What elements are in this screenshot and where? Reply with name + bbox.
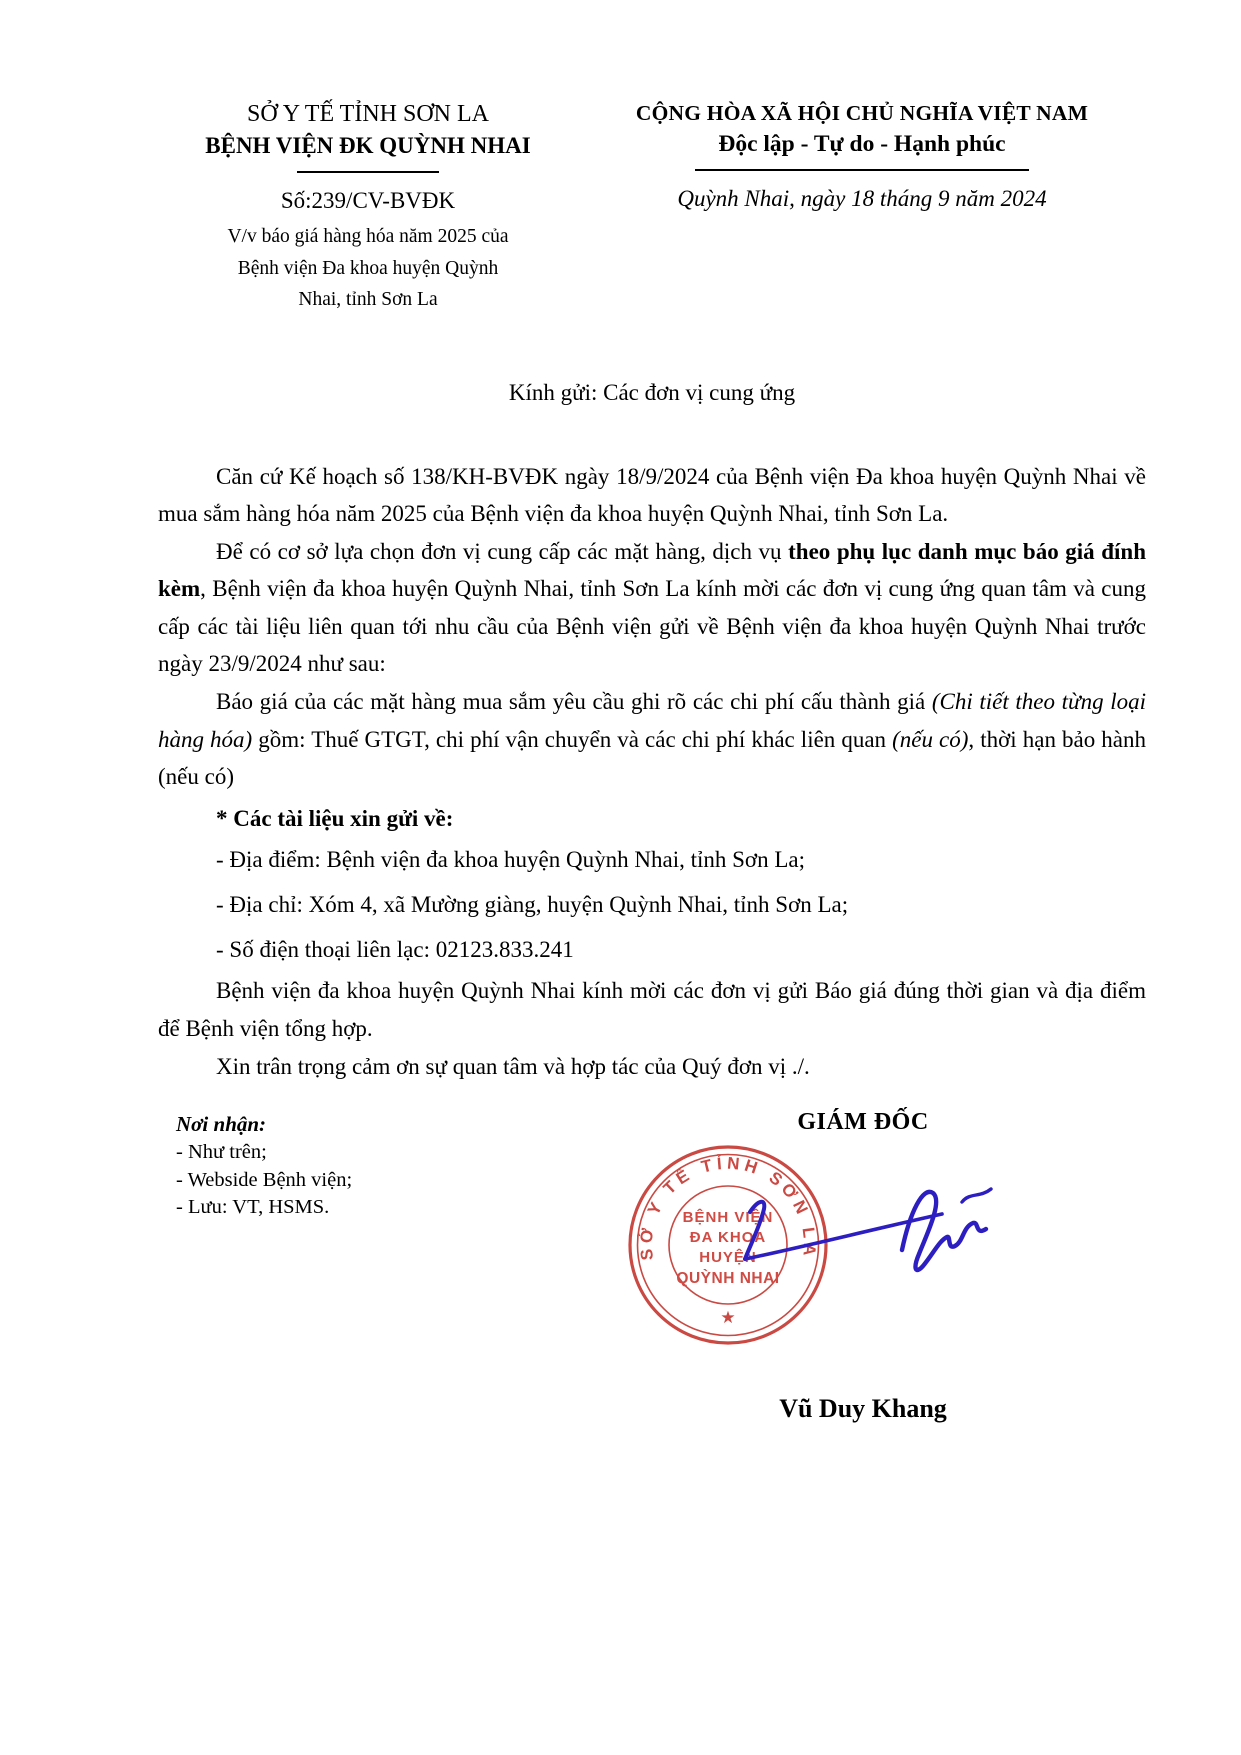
recipient-item: - Như trên; bbox=[176, 1141, 267, 1164]
letter-footer bbox=[158, 1109, 1146, 1424]
national-motto: Độc lập - Tự do - Hạnh phúc bbox=[718, 131, 1006, 157]
place-and-date: Quỳnh Nhai, ngày 18 tháng 9 năm 2024 bbox=[677, 186, 1047, 211]
letter-body bbox=[158, 458, 1146, 1086]
recipient-item: - Webside Bệnh viện; bbox=[176, 1168, 353, 1191]
seal-star-icon: ★ bbox=[720, 1308, 736, 1329]
send-to-heading: * Các tài liệu xin gửi về: bbox=[216, 805, 454, 831]
text-run: Báo giá của các mặt hàng mua sắm yêu cầu ghi rõ các chi phí cấu thành giá bbox=[216, 689, 932, 715]
parent-org: SỞ Y TẾ TỈNH SƠN LA bbox=[246, 101, 489, 127]
org-name: BỆNH VIỆN ĐK QUỲNH NHAI bbox=[205, 133, 531, 158]
text-run: Để có cơ sở lựa chọn đơn vị cung cấp các mặt hàng, dịch vụ bbox=[216, 538, 789, 564]
paragraph-invitation bbox=[158, 533, 1146, 683]
svg-text:ĐA KHOA: ĐA KHOA bbox=[689, 1229, 767, 1247]
text-run: (Chi tiết theo từng loại hàng hóa) bbox=[158, 689, 1146, 752]
text-run: theo phụ lục danh mục báo giá đính kèm bbox=[158, 538, 1146, 602]
send-item-phone: - Số điện thoại liên lạc: 02123.833.241 bbox=[216, 937, 574, 963]
text-run: , Bệnh viện đa khoa huyện Quỳnh Nhai, tỉnh Sơn La kính mời các đơn vị cung ứng quan tâm và cung cấp các tài liệu liên quan tới nhu cầu của Bệnh viện gửi về Bệnh viện đa khoa huyện Quỳnh Nhai trước ngày 23/9/2024 như sau: bbox=[158, 576, 1146, 677]
letter-header bbox=[158, 98, 1146, 316]
signer-title: GIÁM ĐỐC bbox=[797, 1109, 929, 1136]
subject-line: Bệnh viện Đa khoa huyện Quỳnh bbox=[237, 257, 499, 279]
paragraph-deadline-note bbox=[158, 972, 1146, 1047]
country-title: CỘNG HÒA XÃ HỘI CHỦ NGHĨA VIỆT NAM bbox=[635, 101, 1089, 125]
text-run: , thời hạn bảo hành (nếu có) bbox=[158, 726, 1146, 790]
paragraph-thanks bbox=[158, 1048, 1146, 1086]
paragraph-quote-requirements bbox=[158, 683, 1146, 796]
text-run: gồm: Thuế GTGT, chi phí vận chuyển và các chi phí khác liên quan bbox=[252, 726, 893, 752]
subject-line: Nhai, tỉnh Sơn La bbox=[298, 289, 438, 310]
recipient-item: - Lưu: VT, HSMS. bbox=[176, 1196, 330, 1219]
handwritten-signature bbox=[640, 1184, 1020, 1314]
org-divider-line bbox=[297, 171, 439, 173]
document-number: Số:239/CV-BVĐK bbox=[280, 188, 456, 213]
motto-divider-line bbox=[695, 169, 1029, 171]
text-run: Xin trân trọng cảm ơn sự quan tâm và hợp tác của Quý đơn vị ./. bbox=[216, 1053, 810, 1079]
text-run: Căn cứ Kế hoạch số 138/KH-BVĐK ngày 18/9/2024 của Bệnh viện Đa khoa huyện Quỳnh Nhai về mua sắm hàng hóa năm 2025 của Bệnh viện đa khoa huyện Quỳnh Nhai, tỉnh Sơn La. bbox=[158, 463, 1146, 527]
recipients-block bbox=[158, 1109, 598, 1424]
document-subject bbox=[158, 221, 578, 316]
national-header-block bbox=[578, 98, 1146, 316]
paragraph-basis bbox=[158, 458, 1146, 533]
signature-block bbox=[598, 1109, 1146, 1424]
send-item-location: - Địa điểm: Bệnh viện đa khoa huyện Quỳnh Nhai, tỉnh Sơn La; bbox=[216, 847, 805, 873]
svg-text:HUYỆN: HUYỆN bbox=[699, 1249, 757, 1267]
signer-name: Vũ Duy Khang bbox=[779, 1394, 947, 1424]
issuing-org-block bbox=[158, 98, 578, 316]
letter-content bbox=[158, 98, 1146, 1424]
send-item-address: - Địa chỉ: Xóm 4, xã Mường giàng, huyện Quỳnh Nhai, tỉnh Sơn La; bbox=[216, 892, 849, 918]
recipients-label: Nơi nhận: bbox=[176, 1112, 267, 1137]
text-run: (nếu có) bbox=[892, 726, 969, 752]
svg-text:BỆNH VIỆN: BỆNH VIỆN bbox=[682, 1209, 774, 1227]
subject-line: V/v báo giá hàng hóa năm 2025 của bbox=[227, 226, 509, 247]
stamp-and-signature-area bbox=[598, 1136, 1146, 1394]
text-run: Bệnh viện đa khoa huyện Quỳnh Nhai kính mời các đơn vị gửi Báo giá đúng thời gian và địa điểm để Bệnh viện tổng hợp. bbox=[158, 978, 1146, 1042]
svg-text:QUỲNH NHAI: QUỲNH NHAI bbox=[676, 1270, 780, 1288]
seal-ring-text: SỞ Y TẾ TỈNH SƠN LA bbox=[636, 1153, 820, 1262]
salutation: Kính gửi: Các đơn vị cung ứng bbox=[508, 379, 796, 405]
